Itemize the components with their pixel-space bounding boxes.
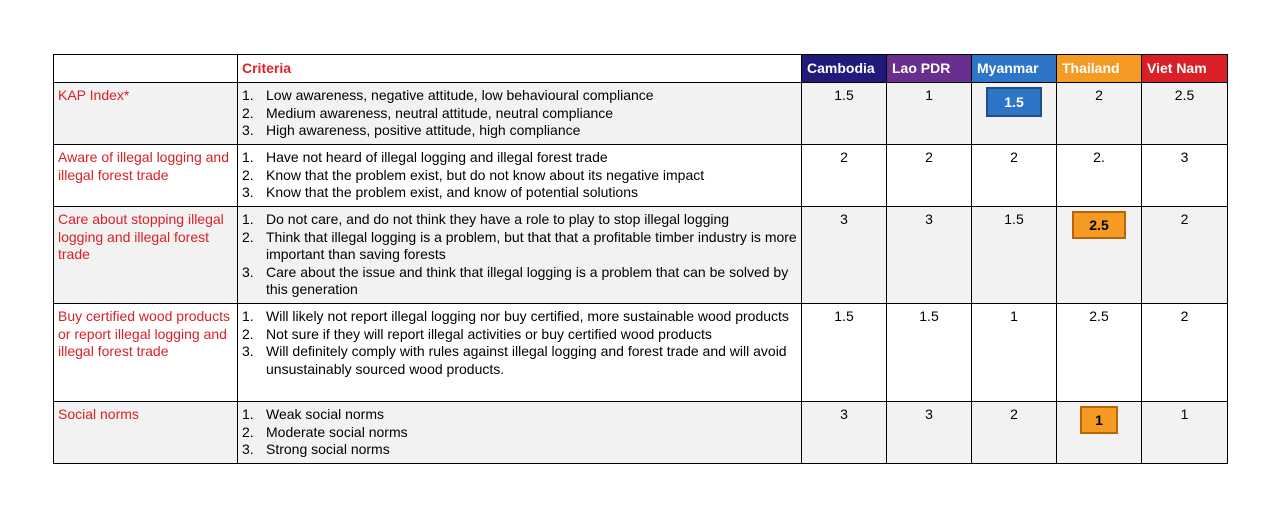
criteria-cell [238,402,802,464]
highlight-box: 2.5 [1072,211,1126,239]
criteria-cell [238,83,802,145]
list-item: 2. Moderate social norms [242,423,408,440]
list-item: 3. High awareness, positive attitude, high compliance [242,122,581,138]
list-item: 3. Will definitely comply with rules against illegal logging and forest trade and will avoid unsustainably sourced wood products. [242,343,787,377]
score-viet-nam: 2.5 [1142,83,1228,145]
header-viet-nam: Viet Nam [1142,55,1228,83]
row-label: Social norms [54,402,238,464]
score-cambodia: 3 [802,207,887,304]
row-label: KAP Index* [54,83,238,145]
score-cambodia: 1.5 [802,304,887,402]
score-myanmar [972,83,1057,145]
highlight-box: 1.5 [986,87,1042,117]
row-label: Buy certified wood products or report illegal logging and illegal forest trade [54,304,238,402]
score-viet-nam: 3 [1142,145,1228,207]
list-item: 2. Not sure if they will report illegal activities or buy certified wood products [242,325,712,342]
score-cambodia: 1.5 [802,83,887,145]
list-item: 2. Know that the problem exist, but do not know about its negative impact [242,166,705,183]
score-thailand: 2 [1057,83,1142,145]
score-myanmar: 2 [972,145,1057,207]
list-item: 1. Do not care, and do not think they have a role to play to stop illegal logging [242,211,730,227]
header-thailand: Thailand [1057,55,1142,83]
score-lao-pdr: 1 [887,83,972,145]
table-row [54,304,1228,402]
score-viet-nam: 1 [1142,402,1228,464]
criteria-cell [238,145,802,207]
table-row [54,83,1228,145]
header-cambodia: Cambodia [802,55,887,83]
list-item: 1. Weak social norms [242,406,385,422]
list-item: 3. Care about the issue and think that illegal logging is a problem that can be solved by this generation [242,263,789,297]
header-myanmar: Myanmar [972,55,1057,83]
table-row [54,145,1228,207]
score-lao-pdr: 1.5 [887,304,972,402]
header-empty-cell [54,55,238,83]
row-label: Aware of illegal logging and illegal forest trade [54,145,238,207]
score-thailand: 2. [1057,145,1142,207]
list-item: 1. Will likely not report illegal logging nor buy certified, more sustainable wood products [242,308,789,324]
score-cambodia: 2 [802,145,887,207]
score-lao-pdr: 3 [887,207,972,304]
header-criteria: Criteria [238,55,802,83]
score-thailand: 2.5 [1057,304,1142,402]
header-lao-pdr: Lao PDR [887,55,972,83]
score-thailand [1057,402,1142,464]
table-row [54,207,1228,304]
row-label: Care about stopping illegal logging and illegal forest trade [54,207,238,304]
score-lao-pdr: 2 [887,145,972,207]
list-item: 3. Know that the problem exist, and know of potential solutions [242,184,638,200]
list-item: 1. Have not heard of illegal logging and illegal forest trade [242,149,608,165]
score-myanmar: 1 [972,304,1057,402]
score-cambodia: 3 [802,402,887,464]
score-thailand [1057,207,1142,304]
list-item: 3. Strong social norms [242,441,390,457]
highlight-box: 1 [1080,406,1118,434]
list-item: 2. Medium awareness, neutral attitude, neutral compliance [242,104,614,121]
score-myanmar: 1.5 [972,207,1057,304]
kap-comparison-table [53,54,1228,464]
score-viet-nam: 2 [1142,304,1228,402]
header-row [54,55,1228,83]
list-item: 2. Think that illegal logging is a problem, but that that a profitable timber industry is more important than saving forests [242,228,797,262]
score-viet-nam: 2 [1142,207,1228,304]
list-item: 1. Low awareness, negative attitude, low behavioural compliance [242,87,654,103]
score-lao-pdr: 3 [887,402,972,464]
score-myanmar: 2 [972,402,1057,464]
criteria-cell [238,304,802,402]
criteria-cell [238,207,802,304]
table-row [54,402,1228,464]
